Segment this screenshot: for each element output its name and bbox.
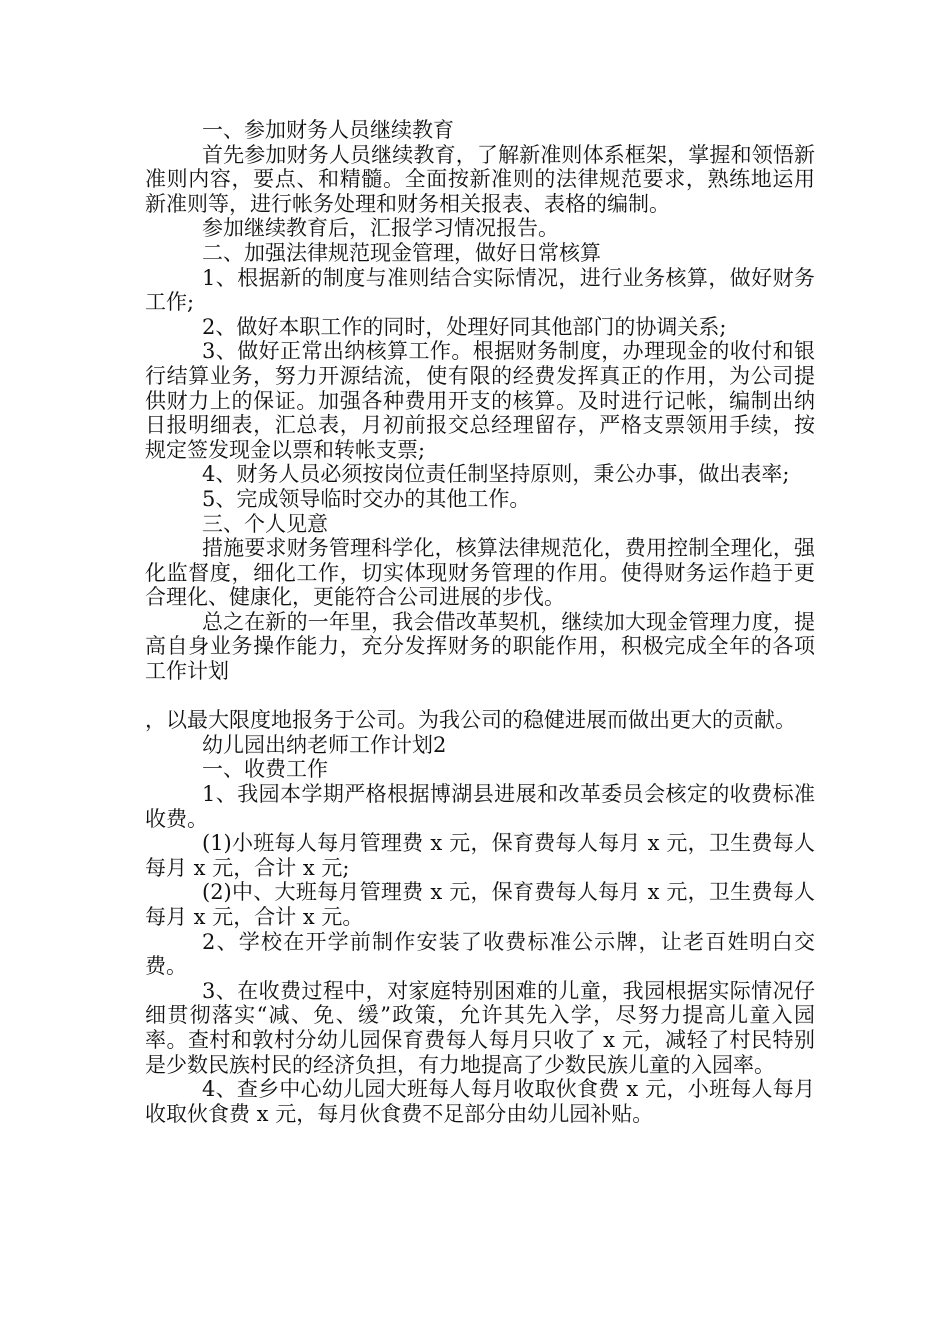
paragraph: 总之在新的一年里，我会借改革契机，继续加大现金管理力度，提高自身业务操作能力，充分发挥财务的职能作用，积极完成全年的各项 工作计划	[145, 609, 815, 684]
section-heading-4: 一、收费工作	[202, 757, 328, 782]
document-subtitle: 幼儿园出纳老师工作计划2	[202, 732, 447, 757]
list-item: 2、做好本职工作的同时，处理好同其他部门的协调关系;	[202, 314, 727, 339]
list-item: 5、完成领导临时交办的其他工作。	[202, 486, 531, 511]
list-subitem: (1)小班每人每月管理费 x 元，保育费每人每月 x 元，卫生费每人每月 x 元，合计 x 元;	[145, 831, 815, 880]
list-subitem: (2)中、大班每月管理费 x 元，保育费每人每月 x 元，卫生费每人每月 x 元，合计 x 元。	[145, 880, 815, 929]
list-item: 4、财务人员必须按岗位责任制坚持原则，秉公办事，做出表率;	[202, 462, 790, 487]
paragraph-continuation: ，以最大限度地报务于公司。为我公司的稳健进展而做出更大的贡献。	[145, 708, 796, 733]
list-item: 1、根据新的制度与准则结合实际情况，进行业务核算，做好财务工作;	[145, 265, 815, 315]
section-heading-3: 三、个人见意	[202, 511, 328, 536]
paragraph: 措施要求财务管理科学化，核算法律规范化，费用控制全理化，强化监督度，细化工作，切实体现财务管理的作用。使得财务运作趋于更合理化、健康化，更能符合公司进展的步伐。	[145, 536, 815, 610]
list-item: 1、我园本学期严格根据博湖县进展和改革委员会核定的收费标准收费。	[145, 782, 815, 831]
section-heading-2: 二、加强法律规范现金管理，做好日常核算	[202, 240, 601, 265]
list-item: 4、查乡中心幼儿园大班每人每月收取伙食费 x 元，小班每人每月收取伙食费 x 元，每月伙食费不足部分由幼儿园补贴。	[145, 1077, 815, 1126]
list-item: 3、在收费过程中，对家庭特别困难的儿童，我园根据实际情况仔细贯彻落实“减、免、缓”政策，允许其先入学，尽努力提高儿童入园率。查村和敦村分幼儿园保育费每人每月只收了 x 元，减轻了村民特别是少数民族村民的经济负担，有力地提高了少数民族儿童的入园率。	[145, 978, 815, 1077]
paragraph: 首先参加财务人员继续教育，了解新准则体系框架，掌握和领悟新准则内容，要点、和精髓。全面按新准则的法律规范要求，熟练地运用新准则等，进行帐务处理和财务相关报表、表格的编制。	[145, 142, 815, 216]
document-body	[145, 118, 815, 1126]
list-item: 2、学校在开学前制作安装了收费标准公示牌，让老百姓明白交费。	[145, 929, 815, 979]
list-item: 3、做好正常出纳核算工作。根据财务制度，办理现金的收付和银行结算业务，努力开源结流，使有限的经费发挥真正的作用，为公司提供财力上的保证。加强各种费用开支的核算。及时进行记帐，编制出纳日报明细表，汇总表，月初前报交总经理留存，严格支票领用手续，按规定签发现金以票和转帐支票;	[145, 339, 815, 462]
paragraph: 参加继续教育后，汇报学习情况报告。	[202, 216, 559, 241]
section-heading-1: 一、参加财务人员继续教育	[202, 118, 454, 142]
